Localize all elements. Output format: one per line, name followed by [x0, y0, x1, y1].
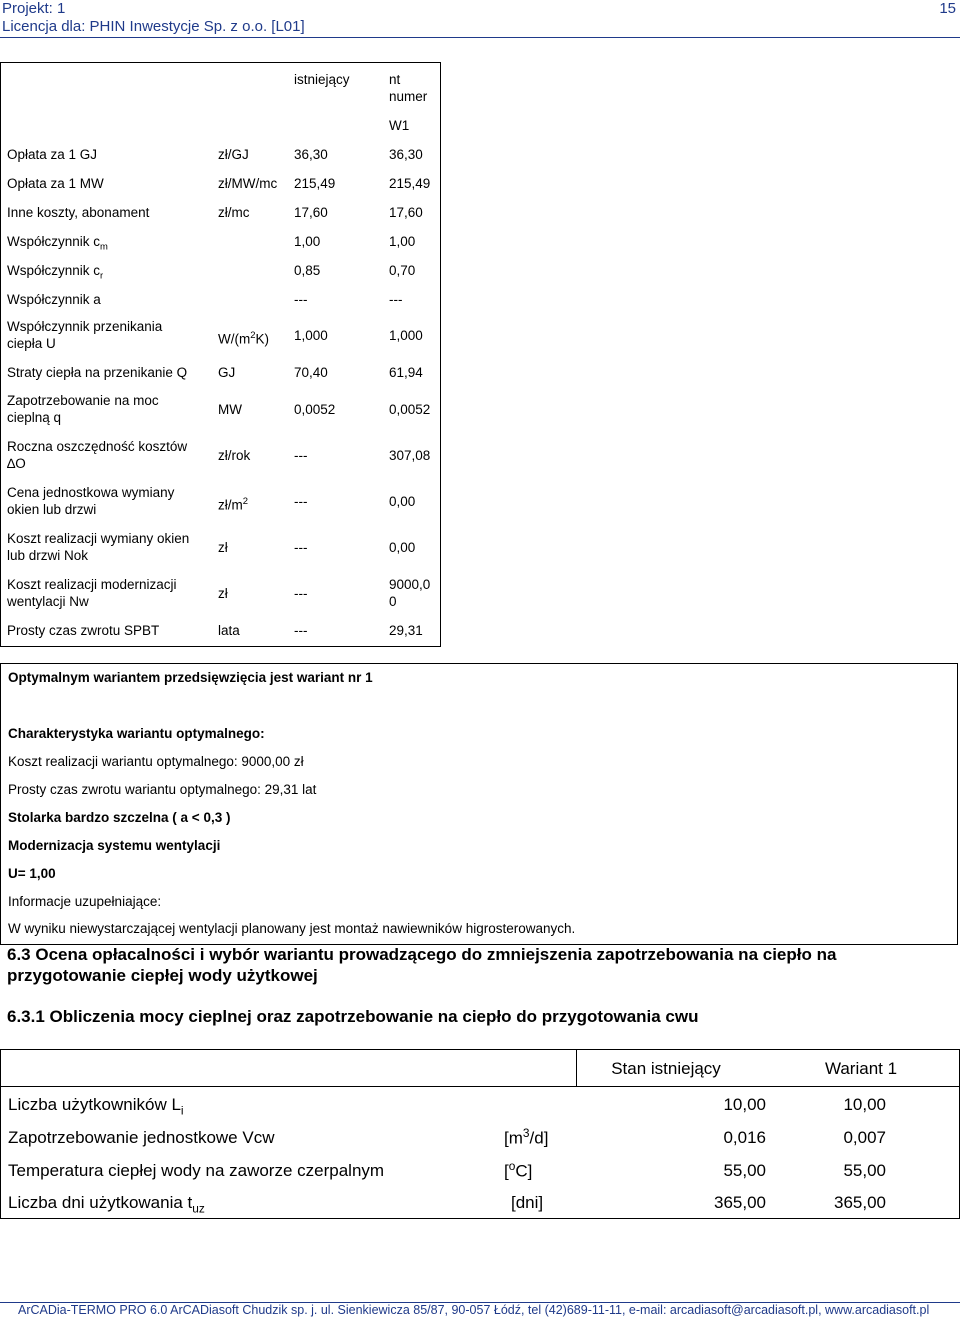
- row-existing: 17,60: [294, 205, 328, 220]
- row-variant: 307,08: [389, 448, 431, 463]
- row-variant: 0,007: [843, 1128, 886, 1147]
- row-unit: $W/(m^2K)$: [218, 330, 269, 347]
- row-existing: ---: [294, 494, 308, 509]
- row-variant: 61,94: [389, 365, 423, 380]
- row-name: Zapotrzebowanie jednostkowe Vcw: [8, 1128, 275, 1147]
- row-variant: 1,00: [389, 234, 416, 249]
- row-name: Współczynnik a: [7, 292, 101, 307]
- row-variant: 36,30: [389, 147, 423, 162]
- section-6-3-1-heading: 6.3.1 Obliczenia mocy cieplnej oraz zapotrzebowanie na ciepło do przygotowania cwu: [7, 1007, 699, 1026]
- license-label: Licencja dla: PHIN Inwestycje Sp. z o.o. [L01]: [2, 18, 305, 35]
- row-name: Opłata za 1 GJ: [7, 147, 98, 162]
- row-unit: $[m^3/d]$: [504, 1126, 549, 1148]
- row-name: Opłata za 1 MW: [7, 176, 104, 191]
- row-existing: 55,00: [723, 1161, 766, 1180]
- row-variant: 0,00: [389, 494, 416, 509]
- project-label: Projekt: 1: [2, 0, 66, 17]
- row-variant: 1,000: [389, 328, 423, 343]
- optimal-cost: Koszt realizacji wariantu optymalnego: 9000,00 zł: [8, 754, 304, 769]
- row-variant: 29,31: [389, 623, 423, 638]
- info-text: W wyniku niewystarczającej wentylacji planowany jest montaż nawiewników higrosterowanych.: [8, 921, 576, 936]
- row-existing: ---: [294, 292, 308, 307]
- row-name: Prosty czas zwrotu SPBT: [7, 623, 160, 638]
- row-unit: zł: [218, 540, 228, 555]
- row-existing: 70,40: [294, 365, 328, 380]
- header-variant-line2: numer: [389, 89, 428, 104]
- header-existing: istniejący: [294, 72, 350, 87]
- row-name: Współczynnik $c_m$: [7, 234, 108, 253]
- optimal-variant-text: Optymalnym wariantem przedsięwzięcia jest wariant nr 1: [8, 670, 373, 685]
- row-existing: 10,00: [723, 1095, 766, 1114]
- row-variant: 0,70: [389, 263, 416, 278]
- row-existing: ---: [294, 586, 308, 601]
- optimal-payback: Prosty czas zwrotu wariantu optymalnego: 29,31 lat: [8, 782, 317, 797]
- row-existing: 1,00: [294, 234, 321, 249]
- row-name: Roczna oszczędność kosztów ∆O: [7, 439, 188, 471]
- row-variant: ---: [389, 292, 403, 307]
- row-existing: 0,016: [723, 1128, 766, 1147]
- row-unit: zł/GJ: [218, 147, 249, 162]
- footer-text: ArCADia-TERMO PRO 6.0 ArCADiasoft Chudzik sp. j. ul. Sienkiewicza 85/87, 90-057 Łódź, tel (42)689-11-11, e-mail: arcadiasoft@arcadiasoft.pl, www.arcadiasoft.pl: [18, 1303, 930, 1317]
- row-existing: 1,000: [294, 328, 328, 343]
- row-existing: ---: [294, 623, 308, 638]
- row-variant: 0,00: [389, 540, 416, 555]
- optimal-variant-box: [0, 663, 958, 945]
- row-name: Liczba dni użytkowania $t_{uz}$: [8, 1193, 205, 1216]
- row-existing: 0,0052: [294, 402, 336, 417]
- row-variant: 55,00: [843, 1161, 886, 1180]
- row-existing: 365,00: [714, 1193, 766, 1212]
- row-variant: 10,00: [843, 1095, 886, 1114]
- row-variant: 0,0052: [389, 402, 431, 417]
- row-existing: 215,49: [294, 176, 336, 191]
- row-existing: ---: [294, 540, 308, 555]
- hot-water-table: [0, 1049, 960, 1219]
- row-variant: 17,60: [389, 205, 423, 220]
- joinery-text: Stolarka bardzo szczelna ( a < 0,3 ): [8, 810, 231, 825]
- row-unit: [dni]: [511, 1193, 544, 1212]
- row-unit: zł/MW/mc: [218, 176, 278, 191]
- header-variant: Wariant 1: [824, 1059, 898, 1078]
- row-name: Współczynnik $c_r$: [7, 263, 104, 282]
- header-divider: [1, 1086, 959, 1087]
- row-name: Straty ciepła na przenikanie Q: [7, 365, 188, 380]
- row-name: Współczynnik przenikania ciepła U: [7, 319, 163, 351]
- row-name: Koszt realizacji modernizacji wentylacji Nw: [7, 577, 177, 609]
- header-variant-line1: nt: [389, 72, 401, 87]
- row-unit: [$^o$C]: [504, 1159, 533, 1181]
- row-unit: lata: [218, 623, 240, 638]
- row-name: Zapotrzebowanie na moc cieplną q: [7, 393, 159, 425]
- row-name: Koszt realizacji wymiany okien lub drzwi Nok: [7, 531, 190, 563]
- u-value: U= 1,00: [8, 866, 56, 881]
- header-divider: [0, 37, 960, 38]
- page-number: 15: [939, 0, 956, 17]
- section-6-3-heading: 6.3 Ocena opłacalności i wybór wariantu prowadzącego do zmniejszenia zapotrzebowania na ciepło na przygotowanie ciepłej wody użytkowej: [7, 945, 837, 985]
- row-unit: GJ: [218, 365, 236, 380]
- row-unit: zł: [218, 586, 228, 601]
- row-unit: zł/rok: [218, 448, 251, 463]
- row-existing: 0,85: [294, 263, 321, 278]
- info-title: Informacje uzupełniające:: [8, 894, 162, 909]
- row-name: Cena jednostkowa wymiany okien lub drzwi: [7, 485, 175, 517]
- header-existing: Stan istniejący: [611, 1059, 721, 1078]
- row-existing: 36,30: [294, 147, 328, 162]
- row-name: Inne koszty, abonament: [7, 205, 150, 220]
- header-variant-id: W1: [389, 118, 410, 133]
- row-variant: 9000,0 0: [389, 577, 431, 609]
- row-name: Temperatura ciepłej wody na zaworze czerpalnym: [8, 1161, 385, 1180]
- row-name: Liczba użytkowników $L_i$: [8, 1095, 184, 1118]
- ventilation-text: Modernizacja systemu wentylacji: [8, 838, 221, 853]
- row-unit: zł/mc: [218, 205, 250, 220]
- row-unit: $zł/m^2$: [218, 496, 248, 513]
- characteristics-title: Charakterystyka wariantu optymalnego:: [8, 726, 265, 741]
- row-variant: 365,00: [834, 1193, 886, 1212]
- row-unit: MW: [218, 402, 242, 417]
- row-variant: 215,49: [389, 176, 431, 191]
- row-existing: ---: [294, 448, 308, 463]
